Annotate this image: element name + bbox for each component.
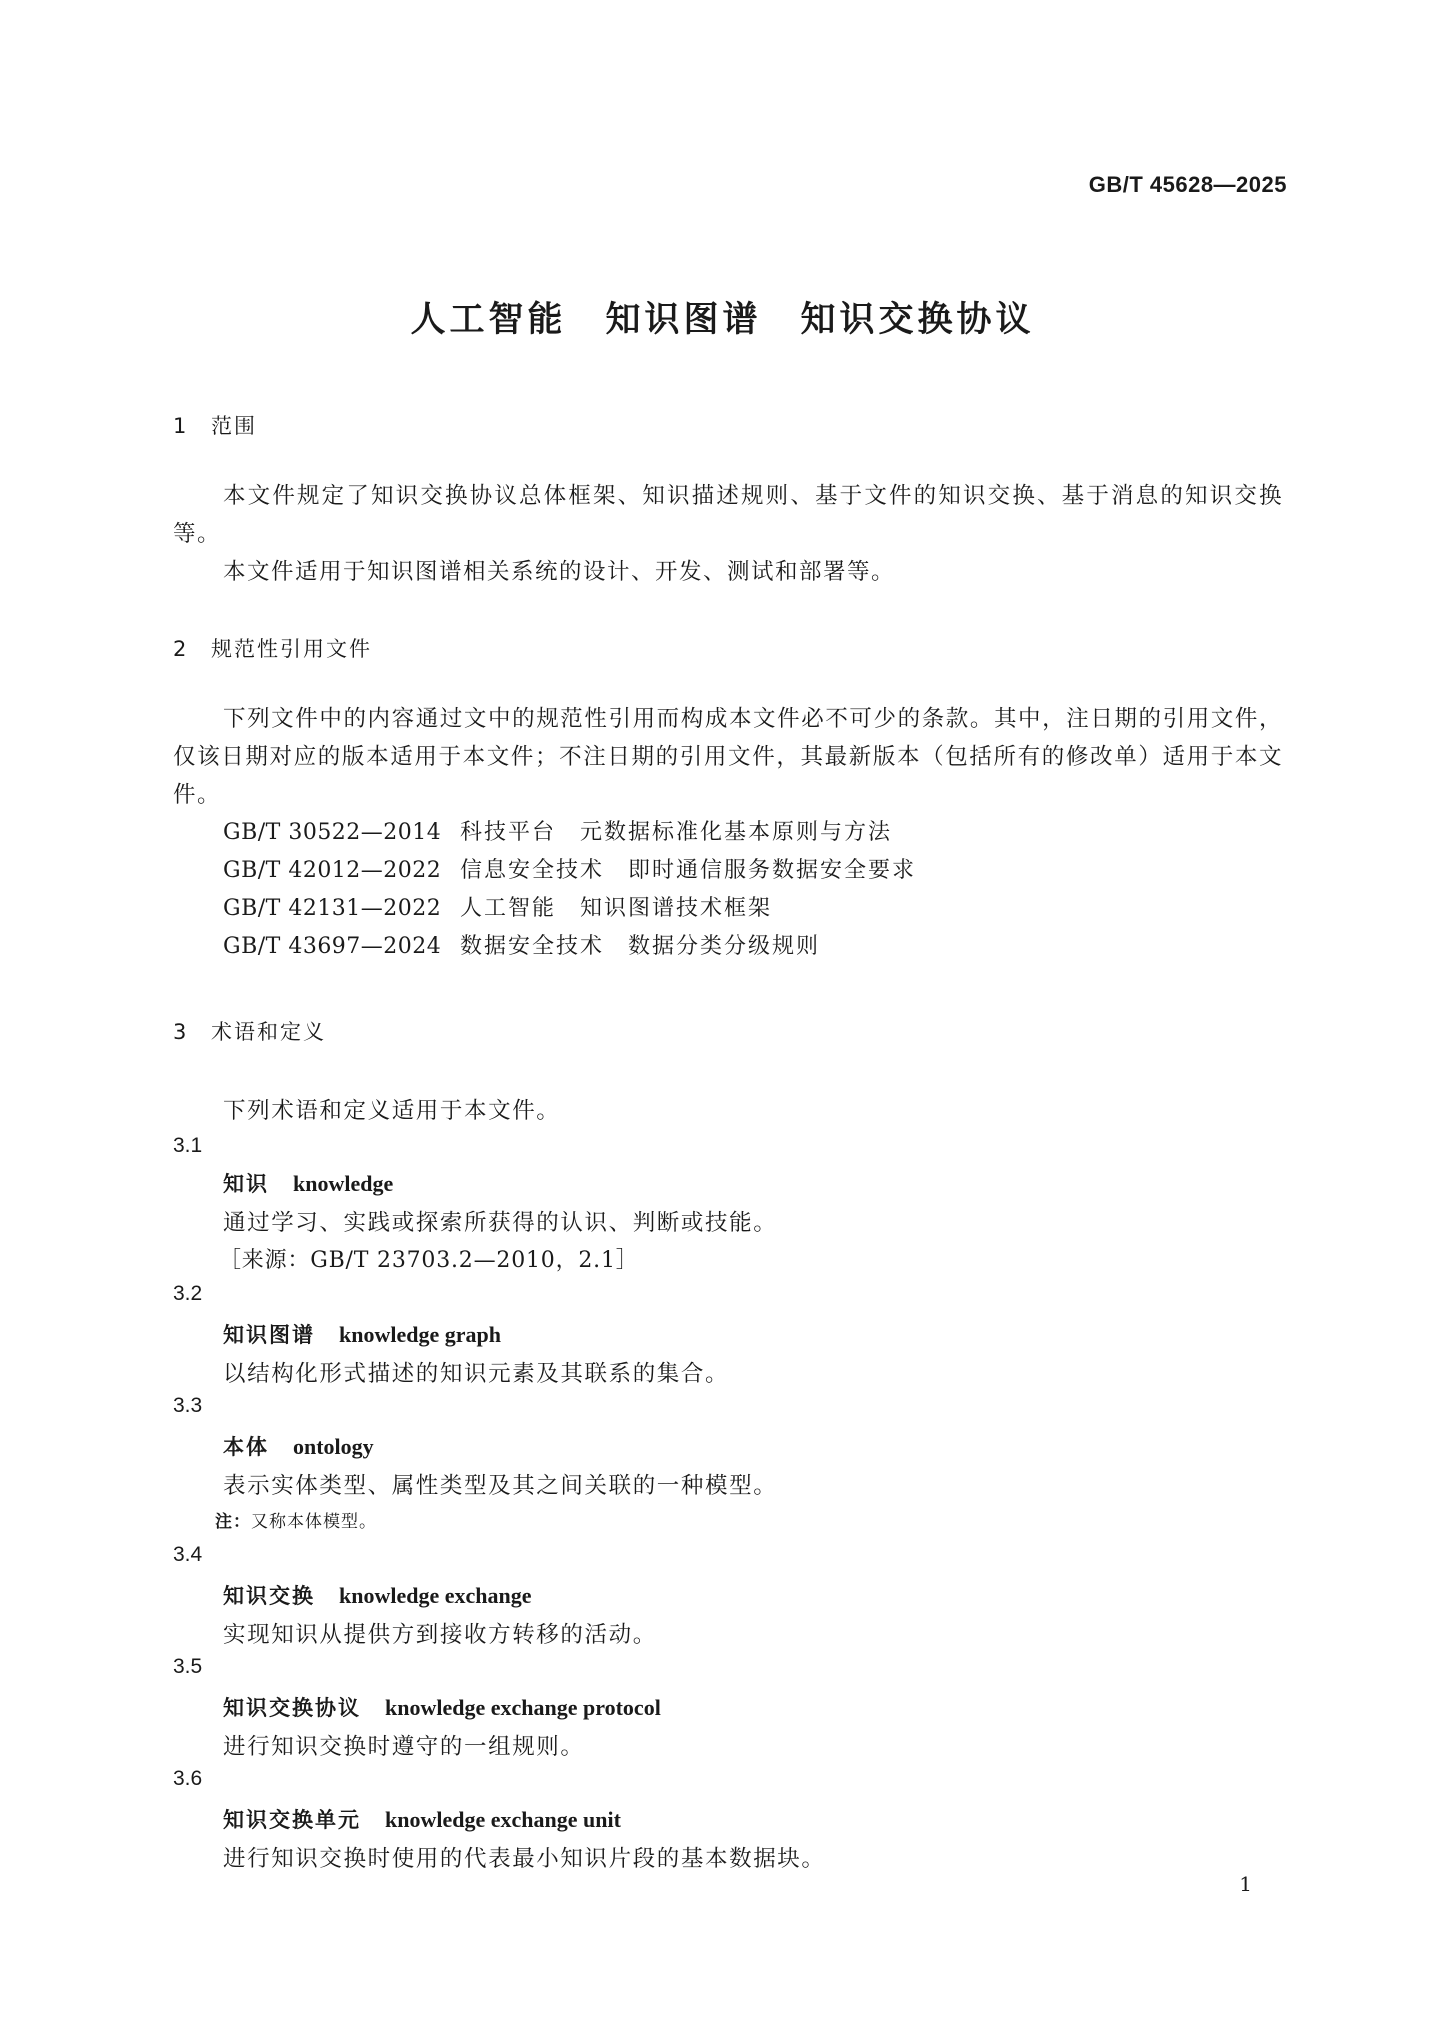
term-en: ontology: [293, 1434, 374, 1459]
standard-number: GB/T 45628—2025: [1088, 172, 1287, 197]
section-2-heading: [173, 633, 372, 663]
reference-code: GB/T 43697—2024: [223, 934, 442, 959]
section-number: 3: [173, 1020, 189, 1044]
term-number: 3.6: [173, 1767, 203, 1790]
reference-item: [223, 814, 916, 852]
reference-item: [223, 890, 916, 928]
section-2-body: [173, 700, 1283, 814]
term-number: 3.1: [173, 1134, 203, 1157]
term-definition: 进行知识交换时使用的代表最小知识片段的基本数据块。: [223, 1846, 826, 1872]
reference-title: 信息安全技术 即时通信服务数据安全要求: [460, 858, 917, 883]
reference-item: [223, 852, 916, 890]
term-definition: 进行知识交换时遵守的一组规则。: [223, 1734, 585, 1760]
reference-title: 人工智能 知识图谱技术框架: [460, 896, 773, 921]
term-definition: 通过学习、实践或探索所获得的认识、判断或技能。: [223, 1210, 778, 1236]
note-label: 注：: [215, 1512, 251, 1532]
reference-code: GB/T 42012—2022: [223, 858, 442, 883]
term-number: 3.3: [173, 1394, 203, 1417]
term-heading: [223, 1804, 621, 1834]
term-heading: [223, 1168, 393, 1198]
term-zh: 本体: [223, 1435, 269, 1459]
term-zh: 知识图谱: [223, 1323, 315, 1347]
term-en: knowledge exchange protocol: [385, 1695, 661, 1720]
term-definition: 表示实体类型、属性类型及其之间关联的一种模型。: [223, 1473, 778, 1499]
document-title: 人工智能 知识图谱 知识交换协议: [410, 300, 1035, 340]
term-en: knowledge graph: [339, 1322, 501, 1347]
reference-item: [223, 928, 916, 966]
reference-code: GB/T 30522—2014: [223, 820, 442, 845]
note-text: 又称本体模型。: [251, 1512, 377, 1532]
paragraph: 下列文件中的内容通过文中的规范性引用而构成本文件必不可少的条款。其中，注日期的引用文件，仅该日期对应的版本适用于本文件；不注日期的引用文件，其最新版本（包括所有的修改单）适用于本文件。: [173, 706, 1283, 808]
term-en: knowledge exchange: [339, 1583, 532, 1608]
section-title: 范围: [211, 414, 257, 438]
term-definition: 实现知识从提供方到接收方转移的活动。: [223, 1622, 657, 1648]
section-title: 术语和定义: [211, 1020, 326, 1044]
term-zh: 知识交换: [223, 1584, 315, 1608]
section-title: 规范性引用文件: [211, 637, 372, 661]
section-number: 2: [173, 637, 189, 661]
section-number: 1: [173, 414, 189, 438]
term-zh: 知识交换协议: [223, 1696, 361, 1720]
term-heading: [223, 1319, 501, 1349]
term-zh: 知识: [223, 1172, 269, 1196]
term-en: knowledge exchange unit: [385, 1807, 621, 1832]
term-source: ［来源：GB/T 23703.2—2010，2.1］: [219, 1248, 639, 1273]
reference-code: GB/T 42131—2022: [223, 896, 442, 921]
term-heading: [223, 1580, 532, 1610]
term-number: 3.4: [173, 1543, 203, 1566]
term-number: 3.5: [173, 1655, 203, 1678]
reference-title: 数据安全技术 数据分类分级规则: [460, 934, 821, 959]
paragraph: 本文件规定了知识交换协议总体框架、知识描述规则、基于文件的知识交换、基于消息的知识交换等。: [173, 483, 1283, 547]
term-zh: 知识交换单元: [223, 1808, 361, 1832]
page-number: 1: [1239, 1872, 1252, 1896]
term-number: 3.2: [173, 1282, 203, 1305]
term-heading: [223, 1692, 661, 1722]
section-1-body: [173, 477, 1283, 591]
section-3-heading: [173, 1016, 326, 1046]
paragraph: 本文件适用于知识图谱相关系统的设计、开发、测试和部署等。: [223, 559, 896, 585]
reference-title: 科技平台 元数据标准化基本原则与方法: [460, 820, 893, 845]
section-1-heading: [173, 410, 257, 440]
term-heading: [223, 1431, 374, 1461]
term-en: knowledge: [293, 1171, 394, 1196]
section-3-intro: 下列术语和定义适用于本文件。: [223, 1098, 561, 1124]
term-definition: 以结构化形式描述的知识元素及其联系的集合。: [223, 1361, 730, 1387]
term-note: [215, 1507, 377, 1532]
reference-list: [223, 814, 916, 966]
